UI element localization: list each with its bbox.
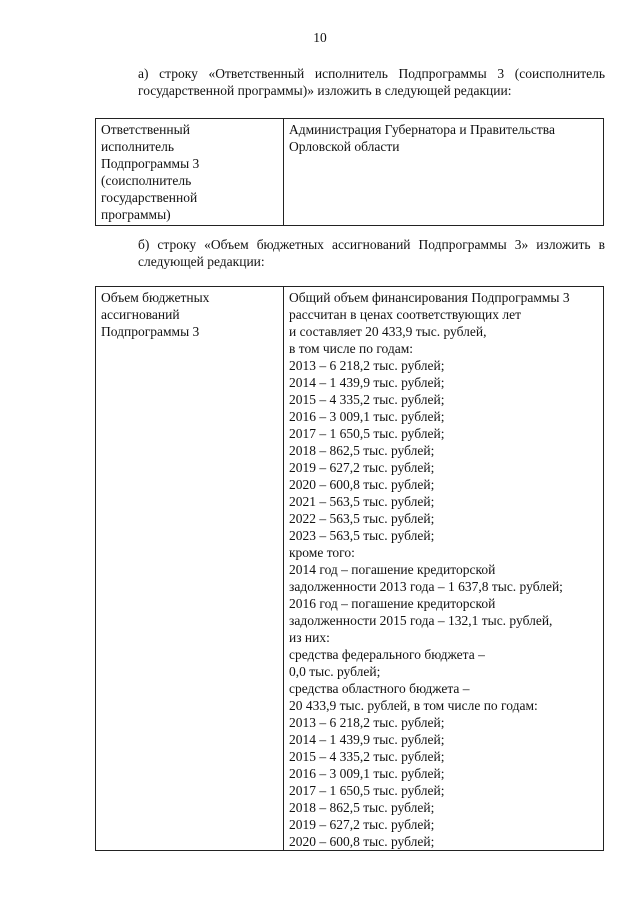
cell-text-line: 2014 – 1 439,9 тыс. рублей; <box>289 732 445 747</box>
cell-text-line: ассигнований <box>101 307 180 322</box>
cell-text-line: задолженности 2015 года – 132,1 тыс. рублей, <box>289 613 553 628</box>
cell-text-line: в том числе по годам: <box>289 341 414 356</box>
cell-text-line: задолженности 2013 года – 1 637,8 тыс. рублей; <box>289 579 563 594</box>
cell-text-line: 2016 – 3 009,1 тыс. рублей; <box>289 766 445 781</box>
cell-text-line: 2023 – 563,5 тыс. рублей; <box>289 528 435 543</box>
cell-text-line: 2021 – 563,5 тыс. рублей; <box>289 494 435 509</box>
cell-text-line: 2016 год – погашение кредиторской <box>289 596 496 611</box>
cell-text-line: Подпрограммы 3 <box>101 324 200 339</box>
section-a-intro-text: а) строку «Ответственный исполнитель Подпрограммы 3 (соисполнитель государственной программы)» изложить в следующей редакции: <box>138 66 605 98</box>
cell-text-line: 2019 – 627,2 тыс. рублей; <box>289 460 435 475</box>
responsible-executor-label-cell <box>96 119 284 226</box>
cell-text-line: 2013 – 6 218,2 тыс. рублей; <box>289 358 445 373</box>
cell-text-line: 2017 – 1 650,5 тыс. рублей; <box>289 426 445 441</box>
cell-text-line: рассчитан в ценах соответствующих лет <box>289 307 522 322</box>
cell-text-line: 2013 – 6 218,2 тыс. рублей; <box>289 715 445 730</box>
budget-allocation-table <box>95 286 604 851</box>
cell-text-line: 2018 – 862,5 тыс. рублей; <box>289 443 435 458</box>
cell-text-line: 2014 – 1 439,9 тыс. рублей; <box>289 375 445 390</box>
cell-text-line: кроме того: <box>289 545 355 560</box>
cell-text-line: из них: <box>289 630 330 645</box>
cell-text-line: 0,0 тыс. рублей; <box>289 664 381 679</box>
budget-allocation-label-cell <box>96 287 284 851</box>
cell-text-line: Орловской области <box>289 139 400 154</box>
cell-text-line: Администрация Губернатора и Правительства <box>289 122 555 137</box>
section-b-intro <box>95 236 605 270</box>
cell-text-line: Объем бюджетных <box>101 290 210 305</box>
cell-text-line: Подпрограммы 3 <box>101 156 200 171</box>
cell-text-line: Ответственный <box>101 122 190 137</box>
table-row <box>96 287 604 851</box>
cell-text-line: и составляет 20 433,9 тыс. рублей, <box>289 324 487 339</box>
section-b-intro-text: б) строку «Объем бюджетных ассигнований Подпрограммы 3» изложить в следующей редакции: <box>138 237 605 269</box>
cell-text-line: средства областного бюджета – <box>289 681 470 696</box>
responsible-executor-table <box>95 118 604 226</box>
cell-text-line: 2020 – 600,8 тыс. рублей; <box>289 834 435 849</box>
cell-text-line: 2015 – 4 335,2 тыс. рублей; <box>289 749 445 764</box>
cell-text-line: 2020 – 600,8 тыс. рублей; <box>289 477 435 492</box>
section-a-intro <box>95 65 605 99</box>
cell-text-line: программы) <box>101 207 171 222</box>
cell-text-line: 2018 – 862,5 тыс. рублей; <box>289 800 435 815</box>
cell-text-line: средства федерального бюджета – <box>289 647 485 662</box>
cell-text-line: Общий объем финансирования Подпрограммы 3 <box>289 290 570 305</box>
cell-text-line: исполнитель <box>101 139 174 154</box>
cell-text-line: 2022 – 563,5 тыс. рублей; <box>289 511 435 526</box>
cell-text-line: 2016 – 3 009,1 тыс. рублей; <box>289 409 445 424</box>
cell-text-line: 2014 год – погашение кредиторской <box>289 562 496 577</box>
budget-allocation-value-cell <box>284 287 604 851</box>
page-number: 10 <box>313 30 327 45</box>
responsible-executor-value-cell <box>284 119 604 226</box>
table-row <box>96 119 604 226</box>
cell-text-line: государственной <box>101 190 198 205</box>
cell-text-line: 20 433,9 тыс. рублей, в том числе по годам: <box>289 698 538 713</box>
cell-text-line: 2015 – 4 335,2 тыс. рублей; <box>289 392 445 407</box>
cell-text-line: 2017 – 1 650,5 тыс. рублей; <box>289 783 445 798</box>
cell-text-line: (соисполнитель <box>101 173 192 188</box>
cell-text-line: 2019 – 627,2 тыс. рублей; <box>289 817 435 832</box>
